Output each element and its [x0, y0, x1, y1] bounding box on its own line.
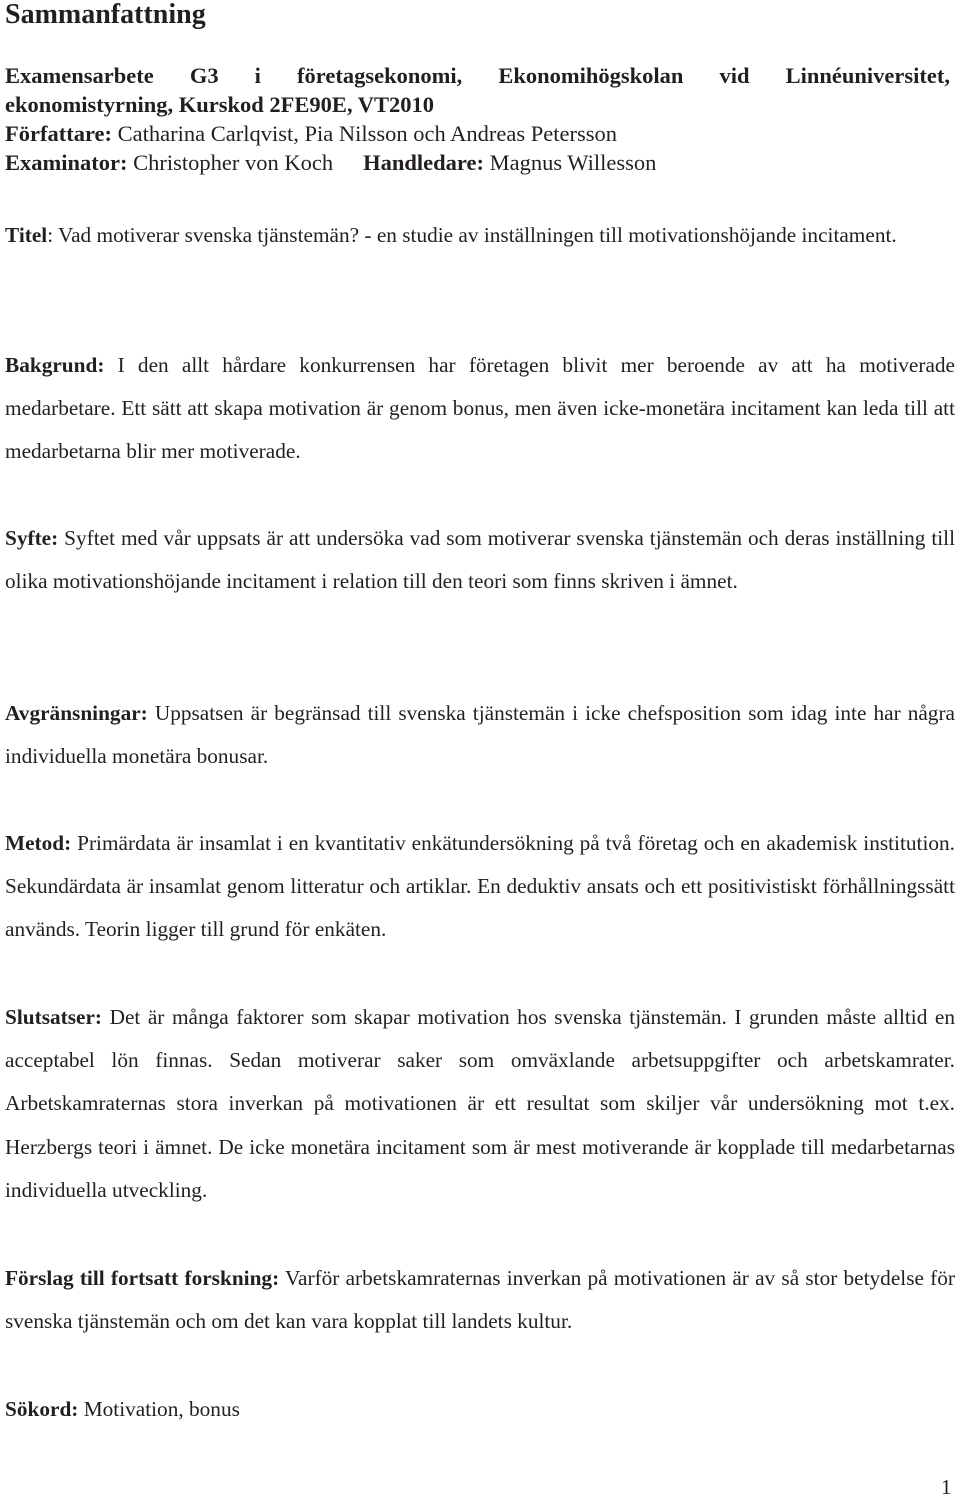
syfte-label: Syfte:	[5, 526, 59, 550]
bakgrund-text: I den allt hårdare konkurrensen har företagen blivit mer beroende av att ha motiverade medarbetare. Ett sätt att skapa motivation är genom bonus, men även icke-monetära incitament kan leda till att medarbetarna blir mer motiverade.	[5, 353, 955, 464]
thesis-info-line-1: Examensarbete G3 i företagsekonomi, Ekonomihögskolan vid Linnéuniversitet,	[5, 63, 950, 88]
forslag-text: Varför arbetskamraternas inverkan på motivationen är av så stor betydelse för svenska tjänstemän och om det kan vara kopplat till landets kultur.	[5, 1266, 955, 1334]
authors-value: Catharina Carlqvist, Pia Nilsson och Andreas Petersson	[117, 121, 617, 146]
section-bakgrund	[5, 344, 955, 474]
page-heading: Sammanfattning	[5, 0, 206, 30]
titel-label: Titel	[5, 223, 48, 247]
thesis-info-block	[5, 61, 950, 177]
syfte-text: Syftet med vår uppsats är att undersöka vad som motiverar svenska tjänstemän och deras inställning till olika motivationshöjande incitament i relation till den teori som finns skriven i ämnet.	[5, 526, 956, 594]
metod-text: Primärdata är insamlat i en kvantitativ enkätundersökning på två företag och en akademisk institution. Sekundärdata är insamlat genom litteratur och artiklar. En deduktiv ansats och ett positivistiskt förhållningssätt används. Teorin ligger till grund för enkäten.	[5, 831, 955, 942]
section-slutsatser	[5, 996, 955, 1212]
sokord-text: Motivation, bonus	[83, 1397, 240, 1421]
authors-label: Författare:	[5, 121, 113, 146]
metod-label: Metod:	[5, 831, 72, 855]
examiner-value: Christopher von Koch	[133, 150, 334, 175]
section-forslag	[5, 1257, 955, 1343]
section-metod	[5, 822, 955, 952]
section-sokord	[5, 1388, 955, 1431]
slutsatser-text: Det är många faktorer som skapar motivation hos svenska tjänstemän. I grunden måste alltid en acceptabel lön finnas. Sedan motiverar saker som omväxlande arbetsuppgifter och arbetskamrater. Arbetskamraternas stora inverkan på motivationen är ett resultat som skiljer vår undersökning mot t.ex. Herzbergs teori i ämnet. De icke monetära incitament som är mest motiverande är kopplade till medarbetarnas individuella utveckling.	[5, 1005, 955, 1202]
slutsatser-label: Slutsatser:	[5, 1005, 103, 1029]
examiner-supervisor-line	[5, 148, 950, 177]
section-syfte	[5, 517, 955, 603]
page-number: 1	[941, 1475, 952, 1499]
forslag-label: Förslag till fortsatt forskning:	[5, 1266, 280, 1290]
bakgrund-label: Bakgrund:	[5, 353, 105, 377]
section-titel	[5, 214, 955, 257]
thesis-info-line-2: ekonomistyrning, Kurskod 2FE90E, VT2010	[5, 92, 435, 117]
section-avgransningar	[5, 692, 955, 778]
titel-text: : Vad motiverar svenska tjänstemän? - en studie av inställningen till motivationshöjande incitament.	[47, 223, 897, 247]
supervisor-value: Magnus Willesson	[489, 150, 657, 175]
examiner-label: Examinator:	[5, 150, 128, 175]
supervisor-label: Handledare:	[363, 150, 484, 175]
avgransningar-label: Avgränsningar:	[5, 701, 148, 725]
sokord-label: Sökord:	[5, 1397, 79, 1421]
avgransningar-text: Uppsatsen är begränsad till svenska tjänstemän i icke chefsposition som idag inte har några individuella monetära bonusar.	[5, 701, 955, 769]
authors-line	[5, 119, 950, 148]
